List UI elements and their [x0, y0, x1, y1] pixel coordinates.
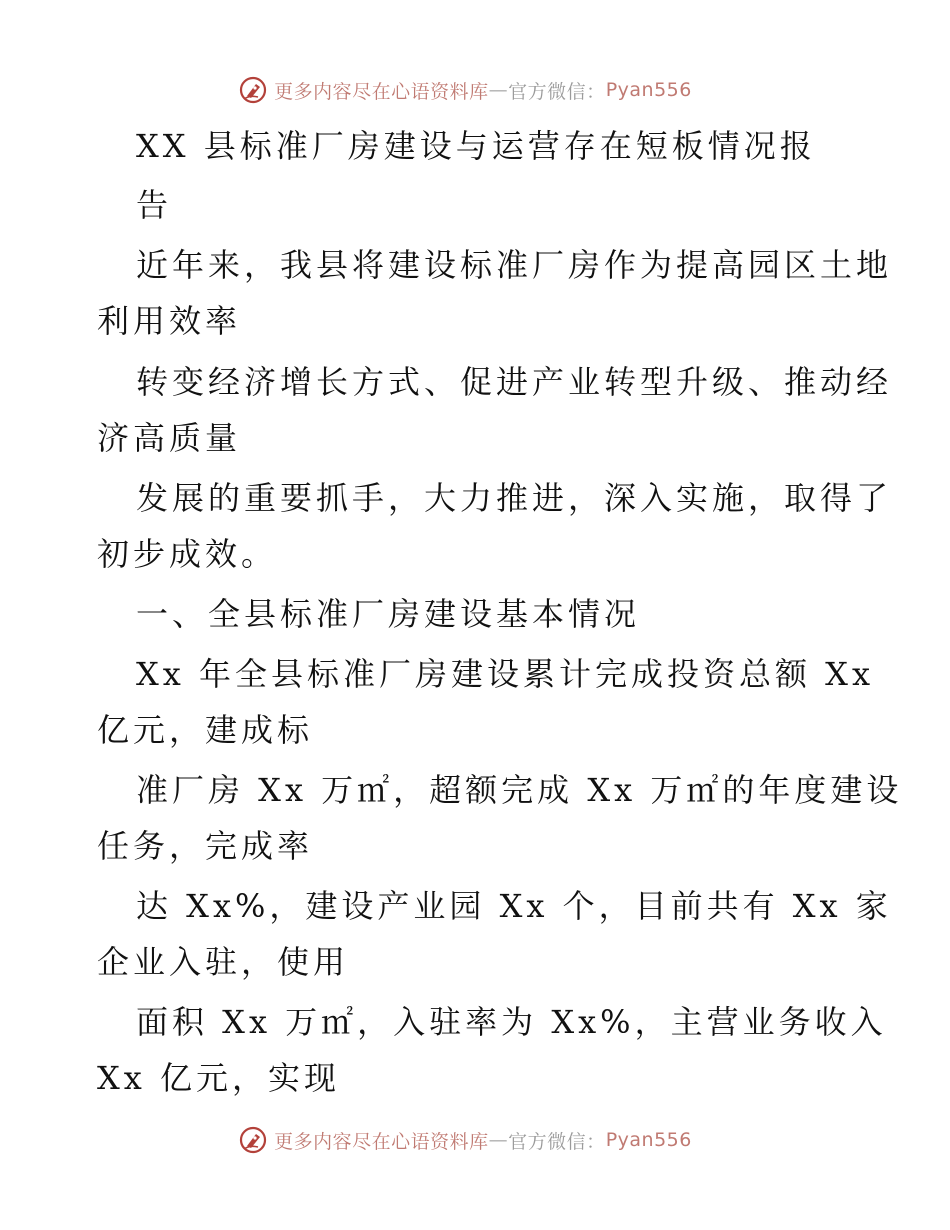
paragraph-line: Xx 年全县标准厂房建设累计完成投资总额 Xx [136, 655, 875, 693]
banner-account-id: Pyan556 [605, 79, 692, 101]
section-heading: 一、全县标准厂房建设基本情况 [136, 595, 641, 633]
pen-nib-circle-icon [238, 1125, 268, 1155]
banner-account-id: Pyan556 [605, 1129, 692, 1151]
banner-main-text: 更多内容尽在心语资料库 [274, 1130, 489, 1153]
document-title-line-1: XX 县标准厂房建设与运营存在短板情况报 [136, 127, 816, 165]
paragraph-line: 利用效率 [97, 302, 242, 340]
paragraph-line: 面积 Xx 万㎡，入驻率为 Xx%，主营业务收入 [136, 1003, 887, 1041]
paragraph-line: 企业入驻，使用 [97, 943, 350, 981]
paragraph-line: 准厂房 Xx 万㎡，超额完成 Xx 万㎡的年度建设 [136, 771, 903, 809]
banner-official-label: 官方微信： [508, 1130, 606, 1153]
banner-separator: — [488, 1129, 509, 1151]
document-title-line-2: 告 [136, 186, 173, 224]
header-watermark-banner [0, 70, 950, 110]
paragraph-line: 初步成效。 [97, 535, 278, 573]
pen-nib-circle-icon [238, 75, 268, 105]
paragraph-line: 发展的重要抓手，大力推进，深入实施，取得了 [136, 479, 893, 517]
banner-official-label: 官方微信： [508, 80, 606, 103]
paragraph-line: 转变经济增长方式、促进产业转型升级、推动经 [136, 363, 893, 401]
paragraph-line: 济高质量 [97, 419, 242, 457]
footer-watermark-banner [0, 1120, 950, 1160]
paragraph-line: 达 Xx%，建设产业园 Xx 个，目前共有 Xx 家 [136, 887, 892, 925]
banner-separator: — [488, 79, 509, 101]
paragraph-line: 近年来，我县将建设标准厂房作为提高园区土地 [136, 246, 893, 284]
banner-main-text: 更多内容尽在心语资料库 [274, 80, 489, 103]
paragraph-line: 任务，完成率 [97, 827, 314, 865]
paragraph-line: Xx 亿元，实现 [97, 1059, 341, 1097]
paragraph-line: 亿元，建成标 [97, 711, 314, 749]
